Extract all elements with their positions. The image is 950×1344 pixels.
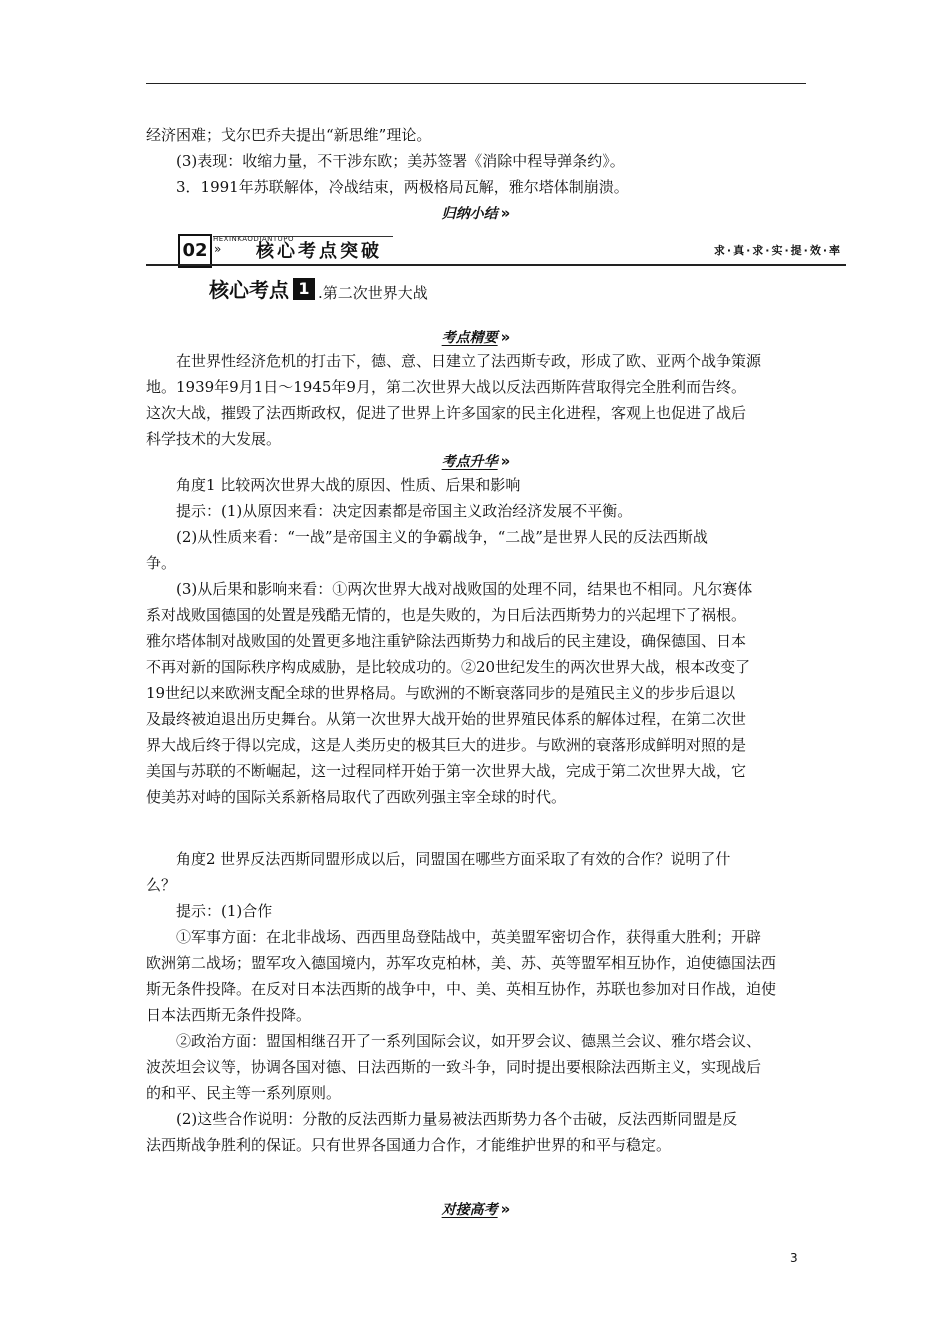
paragraph-line: 在世界性经济危机的打击下，德、意、日建立了法西斯专政，形成了欧、亚两个战争策源 xyxy=(176,352,762,370)
hint-line: 的和平、民主等一系列原则。 xyxy=(146,1084,342,1102)
hint-line: (3)从后果和影响来看：①两次世界大战对战败国的处理不同，结果也不相同。凡尔赛体 xyxy=(176,580,753,598)
hint-line: 波茨坦会议等，协调各国对德、日法西斯的一致斗争，同时提出要根除法西斯主义，实现战后 xyxy=(146,1058,762,1076)
angle-2-title: 么？ xyxy=(146,876,177,894)
hint-line: 日本法西斯无条件投降。 xyxy=(146,1006,312,1024)
hint-line: 不再对新的国际秩序构成威胁，是比较成功的。②20世纪发生的两次世界大战，根本改变了 xyxy=(146,658,751,676)
text-line: (3)表现：收缩力量，不干涉东欧；美苏签署《消除中程导弹条约》。 xyxy=(176,152,625,170)
header-rule xyxy=(146,83,806,84)
key-point-number-badge: 1 xyxy=(293,278,315,300)
hint-line: 界大战后终于得以完成，这是人类历史的极其巨大的进步。与欧洲的衰落形成鲜明对照的是 xyxy=(146,736,747,754)
page-number: 3 xyxy=(790,1251,798,1265)
hint-line: 提示：(1)从原因来看：决定因素都是帝国主义政治经济发展不平衡。 xyxy=(176,502,633,520)
hint-line: 争。 xyxy=(146,554,177,572)
banner-bottom-rule xyxy=(146,264,846,266)
key-point-subtitle: .第二次世界大战 xyxy=(318,284,428,302)
section-number-badge: 02 xyxy=(178,234,212,268)
text-line: 3．1991年苏联解体，冷战结束，两极格局瓦解，雅尔塔体制崩溃。 xyxy=(176,178,629,196)
hint-line: (2)从性质来看：“一战”是帝国主义的争霸战争，“二战”是世界人民的反法西斯战 xyxy=(176,528,708,546)
hint-line: (2)这些合作说明：分散的反法西斯力量易被法西斯势力各个击破，反法西斯同盟是反 xyxy=(176,1110,738,1128)
essentials-heading: 考点精要 » xyxy=(441,328,511,346)
hint-line: 及最终被迫退出历史舞台。从第一次世界大战开始的世界殖民体系的解体过程，在第二次世 xyxy=(146,710,747,728)
hint-line: 法西斯战争胜利的保证。只有世界各国通力合作，才能维护世界的和平与稳定。 xyxy=(146,1136,672,1154)
section-title: 核心考点突破 xyxy=(256,241,382,262)
summary-heading: 归纳小结 » xyxy=(441,204,511,222)
hint-line: 欧洲第二战场；盟军攻入德国境内，苏军攻克柏林，美、苏、英等盟军相互协作，迫使德国法西 xyxy=(146,954,777,972)
banner-pinyin: HEXINKAODIANTUPO xyxy=(213,235,295,243)
hint-line: 系对战败国德国的处置是残酷无情的，也是失败的，为日后法西斯势力的兴起埋下了祸根。 xyxy=(146,606,747,624)
paragraph-line: 科学技术的大发展。 xyxy=(146,430,282,448)
section-slogan: 求·真·求·实·提·效·率 xyxy=(713,244,842,257)
key-point-label: 核心考点 xyxy=(209,278,289,302)
hint-line: 雅尔塔体制对战败国的处置更多地注重铲除法西斯势力和战后的民主建设，确保德国、日本 xyxy=(146,632,747,650)
exam-heading: 对接高考 » xyxy=(441,1200,511,1218)
text-line: 经济困难；戈尔巴乔夫提出“新思维”理论。 xyxy=(146,126,432,144)
hint-line: 使美苏对峙的国际关系新格局取代了西欧列强主宰全球的时代。 xyxy=(146,788,567,806)
hint-line: ①军事方面：在北非战场、西西里岛登陆战中，英美盟军密切合作，获得重大胜利；开辟 xyxy=(176,928,762,946)
banner-top-rule xyxy=(213,236,393,237)
paragraph-line: 地。1939年9月1日～1945年9月，第二次世界大战以反法西斯阵营取得完全胜利而告终。 xyxy=(146,378,746,396)
angle-1-title: 角度1 比较两次世界大战的原因、性质、后果和影响 xyxy=(176,476,521,494)
hint-line: ②政治方面：盟国相继召开了一系列国际会议，如开罗会议、德黑兰会议、雅尔塔会议、 xyxy=(176,1032,762,1050)
chevron-right-icon: » xyxy=(214,242,222,256)
paragraph-line: 这次大战，摧毁了法西斯政权，促进了世界上许多国家的民主化进程，客观上也促进了战后 xyxy=(146,404,747,422)
hint-line: 19世纪以来欧洲支配全球的世界格局。与欧洲的不断衰落同步的是殖民主义的步步后退以 xyxy=(146,684,736,702)
hint-line: 提示：(1)合作 xyxy=(176,902,273,920)
hint-line: 斯无条件投降。在反对日本法西斯的战争中，中、美、英相互协作，苏联也参加对日作战，迫使 xyxy=(146,980,777,998)
angle-2-title: 角度2 世界反法西斯同盟形成以后，同盟国在哪些方面采取了有效的合作？说明了什 xyxy=(176,850,731,868)
sublimation-heading: 考点升华 » xyxy=(441,452,511,470)
hint-line: 美国与苏联的不断崛起，这一过程同样开始于第一次世界大战，完成于第二次世界大战，它 xyxy=(146,762,747,780)
